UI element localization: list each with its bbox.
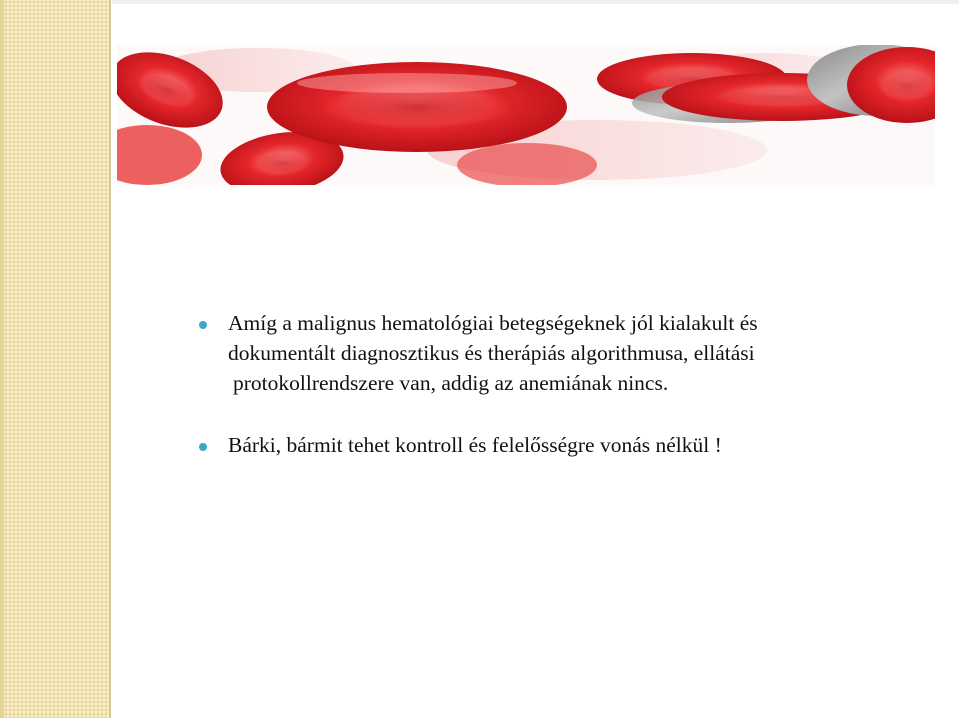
sidebar-edge bbox=[0, 0, 4, 718]
red-blood-cells-illustration bbox=[117, 45, 935, 185]
bullet-dot-icon bbox=[199, 321, 207, 329]
bullet-item-anemia-protocol bbox=[197, 308, 917, 398]
top-divider bbox=[112, 0, 959, 4]
red-blood-cells-image bbox=[117, 45, 935, 185]
bullet-text-line: Amíg a malignus hematológiai betegségeknek jól kialakult és bbox=[228, 311, 758, 335]
bullet-text-line: protokollrendszere van, addig az anemiának nincs. bbox=[233, 371, 669, 395]
bullet-text-line: Bárki, bármit tehet kontroll és felelősségre vonás nélkül ! bbox=[228, 433, 722, 457]
bullet-text-line: dokumentált diagnosztikus és therápiás algorithmusa, ellátási bbox=[228, 341, 755, 365]
decorative-sidebar bbox=[0, 0, 111, 718]
bullet-item-no-accountability bbox=[197, 430, 917, 460]
bullet-list bbox=[197, 308, 917, 460]
bullet-dot-icon bbox=[199, 443, 207, 451]
